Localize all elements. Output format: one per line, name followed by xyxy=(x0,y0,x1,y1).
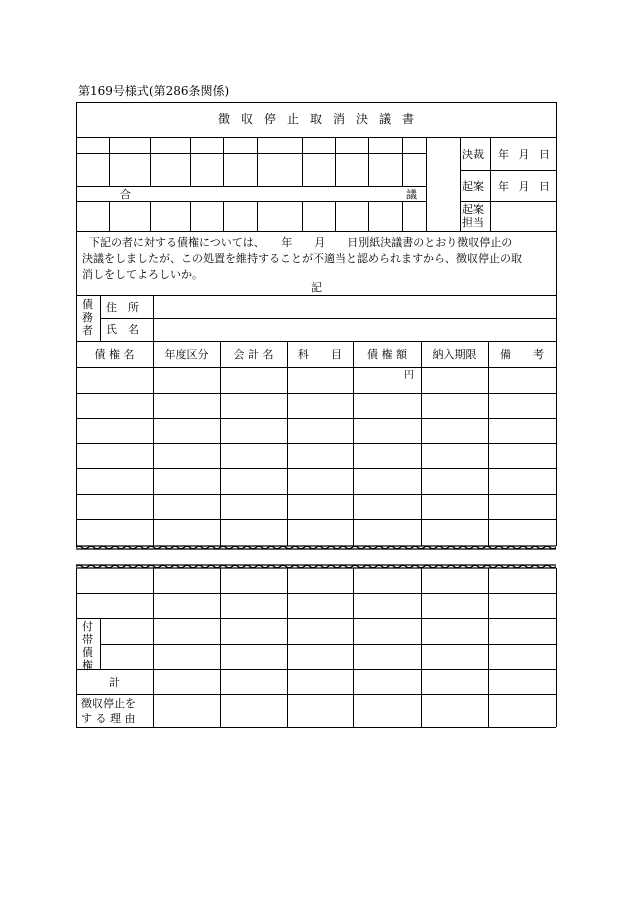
header-saiken-gaku: 債 権 額 xyxy=(367,348,407,361)
reason-label-1: 徴収停止を xyxy=(81,697,136,710)
kessai-date: 年 月 日 xyxy=(498,148,553,161)
body-line-2: 決議をしましたが、この処置を維持することが不適当と認められますから、徴収停止の取 xyxy=(82,252,522,265)
furoku-label-2: 帯 xyxy=(82,633,93,646)
debtor-label-2: 務 xyxy=(82,311,93,324)
body-line-3: 消しをしてよろしいか。 xyxy=(82,268,203,281)
header-kamoku: 科 目 xyxy=(298,348,342,361)
furoku-label-1: 付 xyxy=(82,620,93,633)
debtor-label-3: 者 xyxy=(82,324,93,337)
body-line-1: 下記の者に対する債権については、 年 月 日別紙決議書のとおり徴収停止の xyxy=(89,236,513,249)
gougi-right-label: 議 xyxy=(406,188,417,201)
header-nendo-kubun: 年度区分 xyxy=(164,348,209,361)
furoku-label-4: 権 xyxy=(82,659,93,672)
kian-tanto-label-2: 担当 xyxy=(462,216,484,229)
debtor-label-1: 債 xyxy=(82,298,93,311)
kessai-label: 決裁 xyxy=(462,148,484,161)
address-label: 住 所 xyxy=(106,301,139,314)
ki-label: 記 xyxy=(311,281,322,294)
header-saiken-mei: 債 権 名 xyxy=(94,348,135,361)
kian-label: 起案 xyxy=(462,180,484,193)
header-kaikei-mei: 会 計 名 xyxy=(233,348,274,361)
total-label: 計 xyxy=(109,676,120,689)
gougi-left-label: 合 xyxy=(120,188,131,201)
header-nounyu-kigen: 納入期限 xyxy=(432,348,477,361)
furoku-label-3: 債 xyxy=(82,646,93,659)
header-biko: 備 考 xyxy=(500,348,544,361)
reason-label-2: す る 理 由 xyxy=(81,712,136,725)
kian-tanto-label-1: 起案 xyxy=(462,203,484,216)
form-number-label: 第169号様式(第286条関係) xyxy=(78,84,230,98)
form-title: 徴収停止取消決議書 xyxy=(217,112,425,126)
name-label: 氏 名 xyxy=(106,323,139,336)
yen-unit-label: 円 xyxy=(404,370,414,381)
kian-date: 年 月 日 xyxy=(498,180,553,193)
